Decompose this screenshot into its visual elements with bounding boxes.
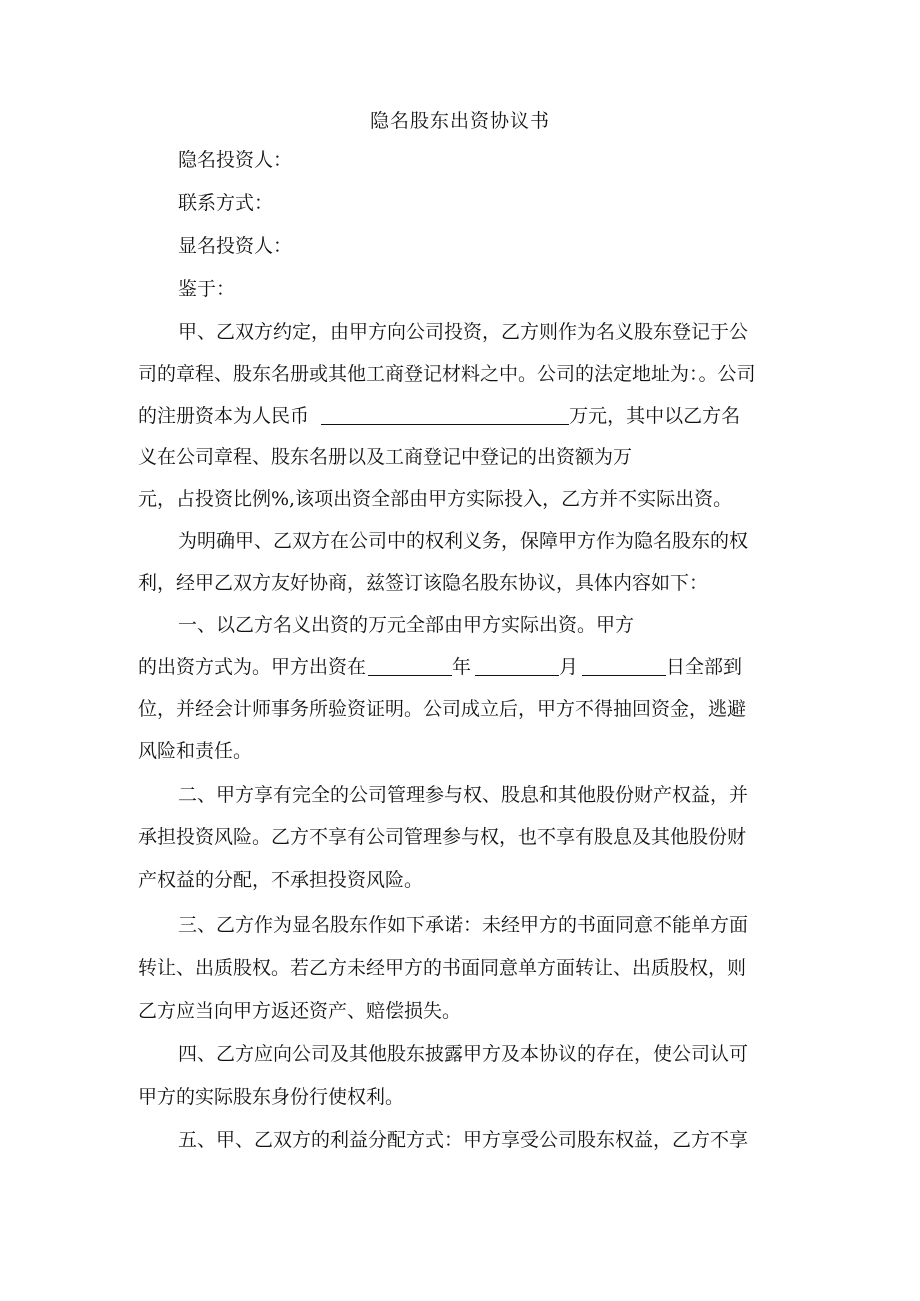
paragraph-line: 位，并经会计师事务所验资证明。公司成立后，甲方不得抽回资金，逃避 xyxy=(138,698,747,720)
document-title: 隐名股东出资协议书 xyxy=(369,110,550,132)
paragraph-line: 利，经甲乙双方友好协商，兹签订该隐名股东协议，具体内容如下： xyxy=(138,572,709,594)
paragraph-line: 义在公司章程、股东名册以及工商登记中登记的出资额为万 xyxy=(138,446,633,468)
field-whereas: 鉴于： xyxy=(178,278,236,300)
paragraph-text: 日全部到 xyxy=(666,656,743,678)
paragraph-line: 承担投资风险。乙方不享有公司管理参与权，也不享有股息及其他股份财 xyxy=(138,826,747,848)
paragraph-text: 月 xyxy=(559,656,579,678)
paragraph-text: 的出资方式为。甲方出资在 xyxy=(138,656,367,678)
paragraph-line: 转让、出质股权。若乙方未经甲方的书面同意单方面转让、出质股权，则 xyxy=(138,957,747,979)
paragraph-line: 乙方应当向甲方返还资产、赔偿损失。 xyxy=(138,1000,462,1022)
paragraph-line: 司的章程、股东名册或其他工商登记材料之中。公司的法定地址为：。公司 xyxy=(138,363,756,385)
fill-blank-month xyxy=(475,655,559,676)
paragraph-line: 四、乙方应向公司及其他股东披露甲方及本协议的存在，使公司认可 xyxy=(178,1043,749,1065)
paragraph-line xyxy=(138,403,740,429)
paragraph-line: 元，占投资比例%,该项出资全部由甲方实际投入，乙方并不实际出资。 xyxy=(138,488,733,510)
paragraph-line: 二、甲方享有完全的公司管理参与权、股息和其他股份财产权益，并 xyxy=(178,784,749,806)
paragraph-line: 一、以乙方名义出资的万元全部由甲方实际出资。甲方 xyxy=(178,614,635,636)
paragraph-text: 万元，其中以乙方名 xyxy=(569,405,741,427)
field-named-investor: 显名投资人： xyxy=(178,235,293,257)
field-contact: 联系方式： xyxy=(178,192,274,214)
paragraph-line: 产权益的分配，不承担投资风险。 xyxy=(138,869,424,891)
paragraph-line: 三、乙方作为显名股东作如下承诺：未经甲方的书面同意不能单方面 xyxy=(178,914,749,936)
fill-blank xyxy=(321,404,569,425)
paragraph-line: 甲、乙双方约定，由甲方向公司投资，乙方则作为名义股东登记于公 xyxy=(178,321,749,343)
paragraph-text: 年 xyxy=(452,656,472,678)
paragraph-line xyxy=(138,654,742,680)
paragraph-line: 风险和责任。 xyxy=(138,740,253,762)
paragraph-line: 五、甲、乙双方的利益分配方式：甲方享受公司股东权益，乙方不享 xyxy=(178,1129,749,1151)
field-hidden-investor: 隐名投资人： xyxy=(178,149,293,171)
paragraph-line: 甲方的实际股东身份行使权利。 xyxy=(138,1086,405,1108)
fill-blank-day xyxy=(582,655,666,676)
fill-blank-year xyxy=(368,655,452,676)
paragraph-text: 的注册资本为人民币 xyxy=(138,405,310,427)
paragraph-line: 为明确甲、乙双方在公司中的权利义务，保障甲方作为隐名股东的权 xyxy=(178,530,749,552)
